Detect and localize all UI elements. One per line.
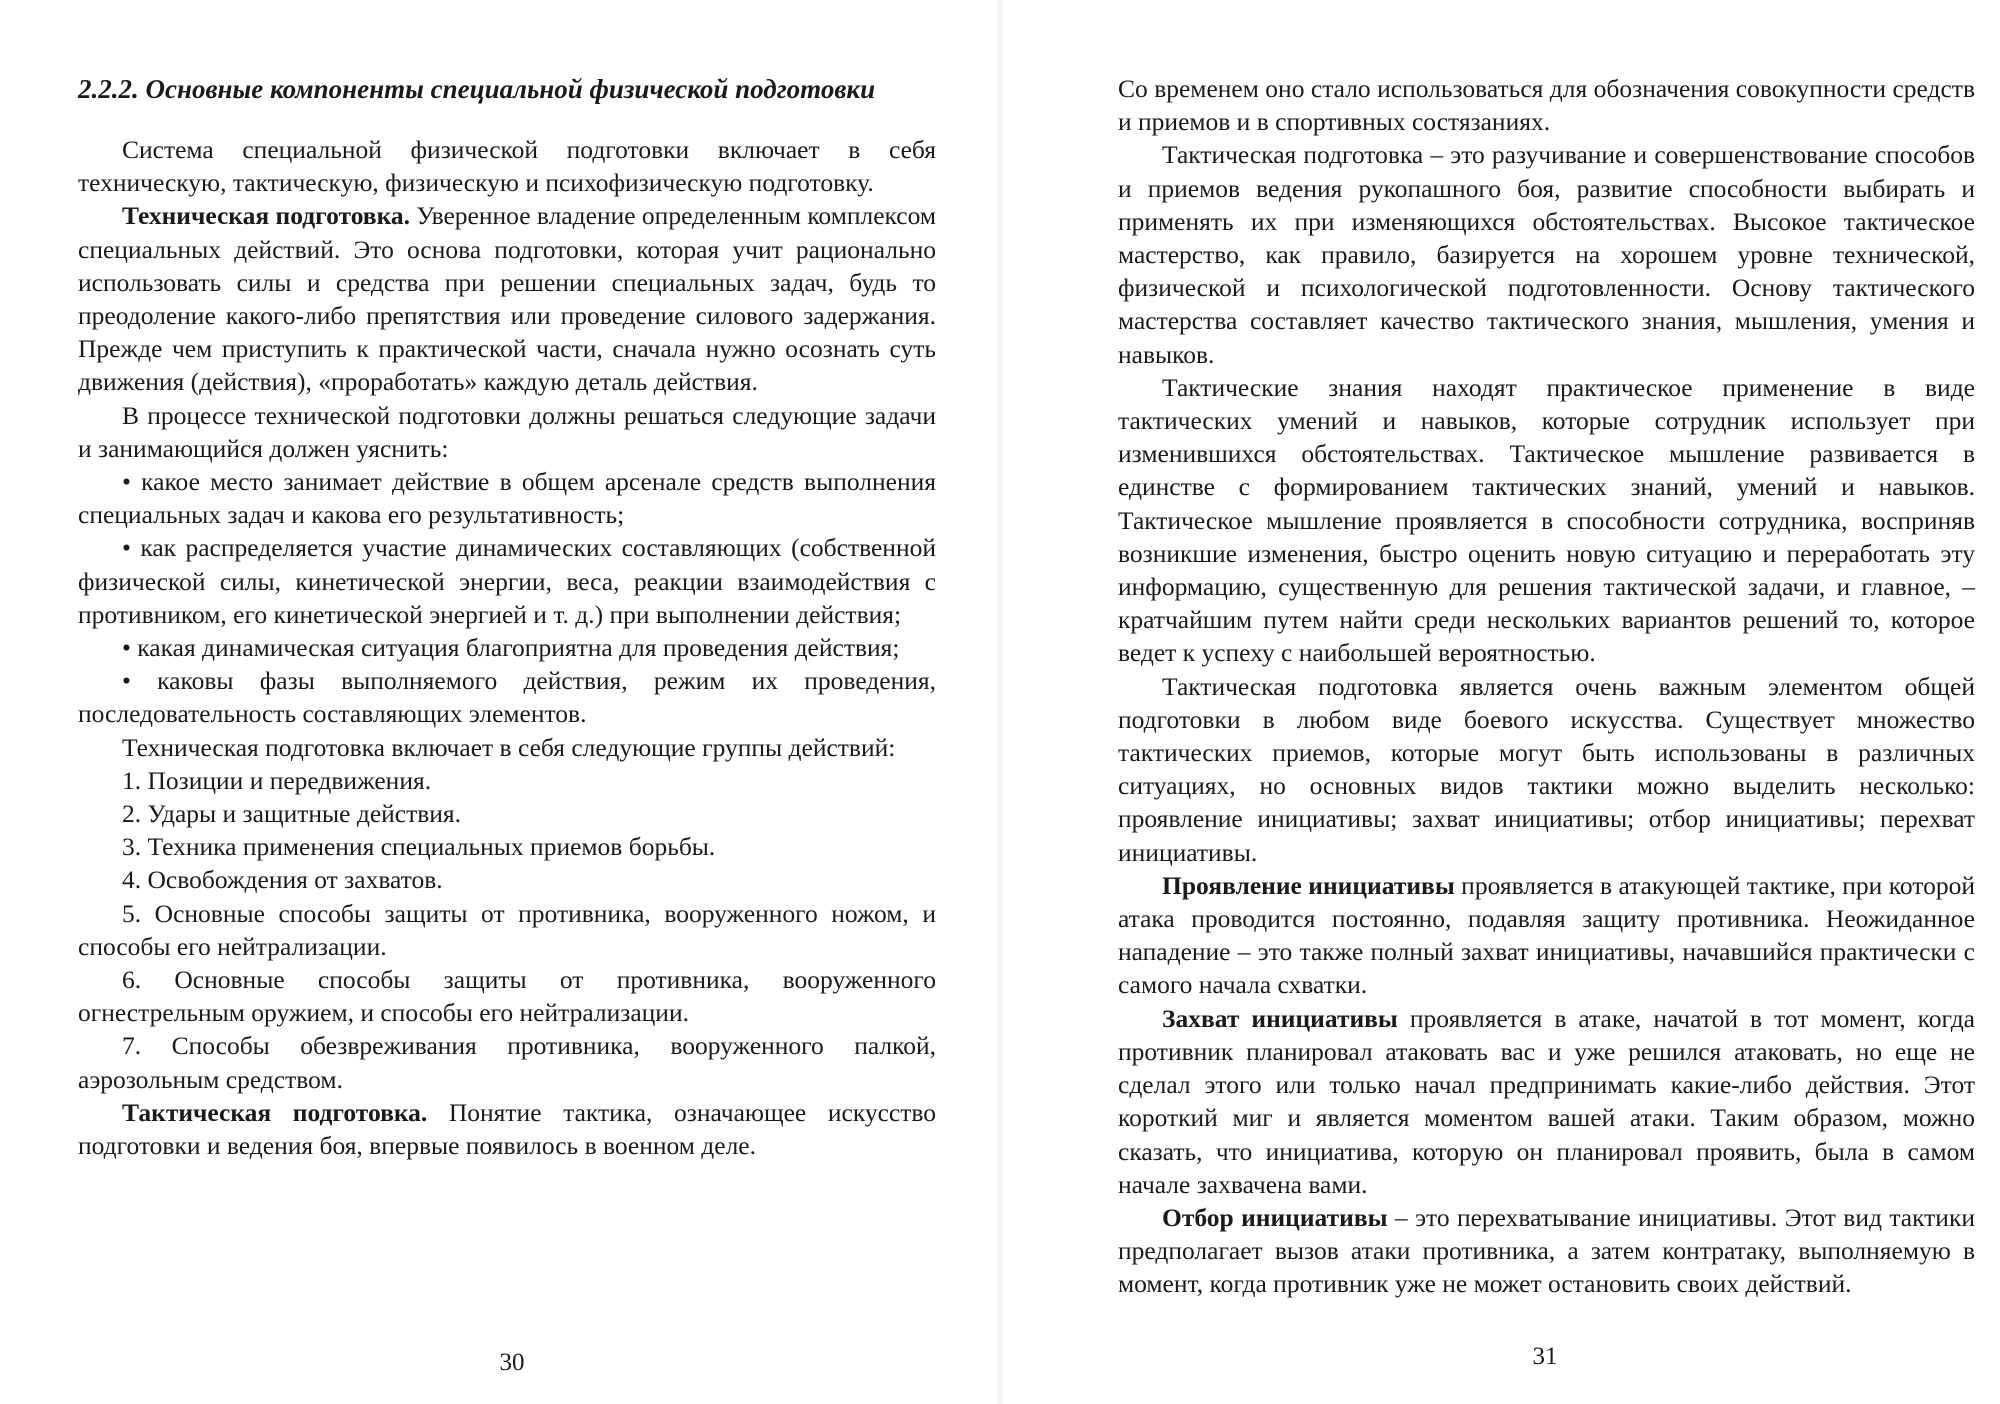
right-page xyxy=(1000,0,2000,1404)
initiative-selection-term: Отбор инициативы xyxy=(1162,1202,1388,1232)
body-paragraph: Тактические знания находят практическое применение в виде тактических умений и навыков, которые сотрудник использует при изменившихся обстоятельствах. Тактическое мышление развивается в единстве с формированием тактических знаний, умений и навыков. Тактическое мышление проявляется в способности сотрудника, восприняв возникшие изменения, быстро оценить новую ситуацию и переработать эту информацию, существенную для решения тактической задачи, и главное, – кратчайшим путем найти среди нескольких вариантов решений то, которое ведет к успеху с наибольшей вероятностью. xyxy=(1118,372,1975,668)
initiative-capture-text: проявляется в атаке, начатой в тот момент, когда противник планировал атаковать вас и уже решился атаковать, но еще не сделал этого или только начал предпринимать какие-либо действия. Этот короткий миг и является моментом вашей атаки. Таким образом, можно сказать, что инициатива, которую он планировал проявить, была в самом начале захвачена вами. xyxy=(1118,1003,1975,1199)
numbered-item: 1. Позиции и передвижения. xyxy=(122,765,432,795)
initiative-display-text: проявляется в атакующей тактике, при которой атака проводится постоянно, подавляя защиту противника. Неожиданное нападение – это также полный захват инициативы, начавшийся практически с самого начала схватки. xyxy=(1118,870,1975,1000)
technical-paragraph xyxy=(78,199,936,398)
continuation-paragraph: Со временем оно стало использоваться для обозначения совокупности средств и приемов и в спортивных состязаниях. xyxy=(1118,74,1975,137)
technical-term: Техническая подготовка. xyxy=(122,201,411,231)
initiative-selection-text: – это перехватывание инициативы. Этот вид тактики предполагает вызов атаки противника, а затем контратаку, выполняемую в момент, когда противник уже не может остановить своих действий. xyxy=(1118,1202,1975,1299)
initiative-capture-paragraph xyxy=(1118,1002,1975,1201)
numbered-item: 6. Основные способы защиты от противника, вооруженного огнестрельным оружием, и способы его нейтрализации. xyxy=(78,965,936,1028)
left-page-text xyxy=(78,72,936,1162)
tactical-term: Тактическая подготовка. xyxy=(122,1097,428,1127)
technical-text: Уверенное владение определенным комплексом специальных действий. Это основа подготовки, которая учит рационально использовать силы и средства при решении специальных задач, будь то преодоление какого-либо препятствия или проведение силового задержания. Прежде чем приступить к практической части, сначала нужно осознать суть движения (действия), «проработать» каждую деталь действия. xyxy=(78,201,936,397)
section-heading: 2.2.2. Основные компоненты специальной физической подготовки xyxy=(78,74,876,104)
groups-intro-paragraph: Техническая подготовка включает в себя следующие группы действий: xyxy=(122,732,896,762)
intro-paragraph: Система специальной физической подготовки включает в себя техническую, тактическую, физическую и психофизическую подготовку. xyxy=(78,135,936,198)
initiative-capture-term: Захват инициативы xyxy=(1162,1003,1398,1033)
body-paragraph: Тактическая подготовка – это разучивание и совершенствование способов и приемов ведения рукопашного боя, развитие способности выбирать и применять их при изменяющихся обстоятельствах. Высокое тактическое мастерство, как правило, базируется на хорошем уровне технической, физической и психологической подготовленности. Основу тактического мастерства составляет качество тактического знания, мышления, умения и навыков. xyxy=(1118,140,1975,369)
numbered-item: 3. Техника применения специальных приемов борьбы. xyxy=(122,832,716,862)
initiative-display-term: Проявление инициативы xyxy=(1162,870,1455,900)
tactical-text: Понятие тактика, означающее искусство подготовки и ведения боя, впервые появилось в военном деле. xyxy=(78,1097,936,1161)
bullet-item: • какое место занимает действие в общем арсенале средств выполнения специальных задач и какова его результативность; xyxy=(78,467,936,530)
initiative-display-paragraph xyxy=(1118,869,1975,1002)
numbered-item: 7. Способы обезвреживания противника, вооруженного палкой, аэрозольным средством. xyxy=(78,1031,936,1094)
bullet-item: • какая динамическая ситуация благоприятна для проведения действия; xyxy=(122,633,900,663)
body-paragraph: Тактическая подготовка является очень важным элементом общей подготовки в любом виде боевого искусства. Существует множество тактических приемов, которые могут быть использованы в различных ситуациях, но основных видов тактики можно выделить несколько: проявление инициативы; захват инициативы; отбор инициативы; перехват инициативы. xyxy=(1118,671,1975,867)
numbered-item: 5. Основные способы защиты от противника, вооруженного ножом, и способы его нейтрализации. xyxy=(78,898,936,961)
page-number-left: 30 xyxy=(499,1349,525,1376)
numbered-item: 2. Удары и защитные действия. xyxy=(122,799,462,829)
bullet-item: • как распределяется участие динамических составляющих (собственной физической силы, кинетической энергии, веса, реакции взаимодействия с противником, его кинетической энергией и т. д.) при выполнении действия; xyxy=(78,533,936,629)
tasks-intro-paragraph: В процессе технической подготовки должны решаться следующие задачи и занимающийся должен уяснить: xyxy=(78,400,936,463)
numbered-item: 4. Освобождения от захватов. xyxy=(122,865,443,895)
initiative-selection-paragraph xyxy=(1118,1201,1975,1301)
tactical-paragraph xyxy=(78,1096,936,1162)
page-number-right: 31 xyxy=(1532,1343,1558,1370)
bullet-item: • каковы фазы выполняемого действия, режим их проведения, последовательность составляющих элементов. xyxy=(78,666,936,729)
right-page-text xyxy=(1118,72,1975,1301)
